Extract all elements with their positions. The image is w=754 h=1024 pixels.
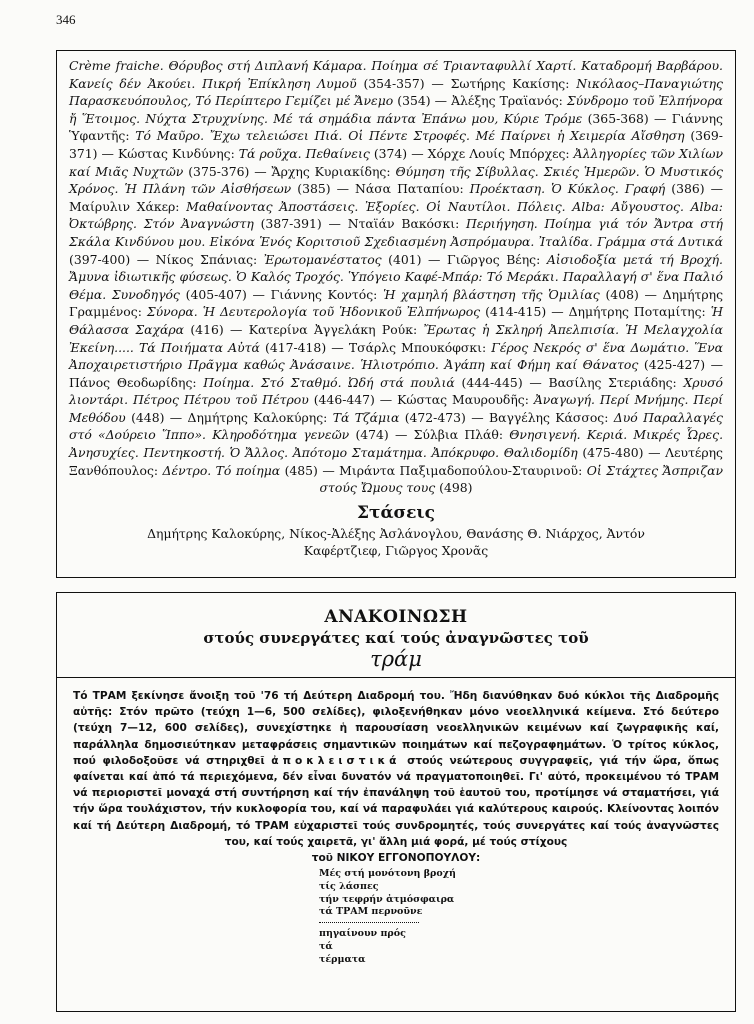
author-entry: (444-445) — Βασίλης Στεριάδης: [454,374,684,390]
work-titles: Θύμηση τῆς Σίβυλλας. Σκιές Ἡμερῶν. Ὁ Μυστικός Χρόνος. Ἡ Πλάνη τῶν Αἰσθήσεων [69,163,723,197]
author-entry: (414-415) — Δημήτρης Ποταμίτης: [480,304,711,320]
author-entry: (375-376) — Ἄρχης Κυριακίδης: [183,163,396,179]
author-entry: (408) — Δημήτρης Γραμμένος: [69,286,724,320]
work-titles: Ἀλληγορίες τῶν Χιλίων καί Μιᾶς Νυχτῶν [69,145,723,179]
poem [319,868,719,967]
author-entry: (387-391) — Νταϊάν Βακόσκι: [253,216,467,232]
poem-line: τήν τεφρήν ἀτμόσφαιρα [319,893,455,905]
author-entry: (498) [435,480,473,496]
poem-line: τά [319,941,333,953]
author-entry: (401) — Γιῶργος Βέης: [381,251,547,267]
poem-stanza-2 [319,928,719,966]
work-titles: Ἀναγωγή. Περί Μνήμης. Περί Μεθόδου [69,392,723,425]
work-titles: Αἰσιοδοξία μετά τή Βροχή. Ἄμυνα ἰδιωτικῆς φύσεως. Ὁ Καλός Τροχός. Ὑπόγειο Καφέ-Μπάρ: Τό Μεράκι. Παραλλαγή σ' ἕνα Παλιό Θέμα. Συνοδηγός [69,251,723,302]
author-entry: (474) — Σύλβια Πλάθ: [349,427,510,443]
poet-line: τοῦ ΝΙΚΟΥ ΕΓΓΟΝΟΠΟΥΛΟΥ: [311,852,481,865]
work-titles: Μαθαίνοντας Ἀποστάσεις. Ἐξορίες. Οἱ Ναυτίλοι. Πόλεις. Alba: Αὔγουστος. Alba: Ὀκτώβρης. Στόν Ἀναγνώστη [69,198,723,232]
work-titles: Δυό Παραλλαγές στό «Δούρειο Ἵππο». Κληροδότημα γενεῶν [69,409,723,443]
poem-stanza-1 [319,868,719,919]
work-titles: Ἔρωτας ἡ Σκληρή Ἀπελπισία. Ἡ Μελαγχολία Ἐκείνη..... Τά Ποιήματα Αὐτά [69,321,723,355]
author-entry: (385) — Νάσα Παταπίου: [291,181,470,197]
author-entry: (425-427) — Πάνος Θεοδωρίδης: [69,357,723,390]
notice-body-spaced-word: ἀποκλειστικά [271,754,401,767]
work-titles: Προέκταση. Ὁ Κύκλος. Γραφή [469,181,666,197]
contents-box [56,50,736,578]
work-titles: Τά ροῦχα. Πεθαίνεις [238,145,370,161]
poem-line: Μές στή μονότονη βροχή [319,868,456,880]
notice-subtitle: στούς συνεργάτες καί τούς ἀναγνῶστες τοῦ [203,629,589,647]
work-titles: Τά Τζάμια [332,409,400,425]
author-entry: (354-357) — Σωτήρης Κακίσης: [356,75,577,91]
author-entry: (417-418) — Τσάρλς Μπουκόφσκι: [259,339,492,355]
notice-box [56,592,736,1012]
poem-line: τίς λάσπες [319,880,379,892]
poem-line: τέρματα [319,953,366,965]
contents-list [69,57,723,497]
work-titles: Ἡ Θάλασσα Σαχάρα [69,304,723,337]
author-entry: (485) — Μιράντα Παξιμαδοπούλου-Σταυρινοῦ: [280,462,587,478]
poem-separator [319,922,419,923]
author-entry: (448) — Δημήτρης Καλοκύρης: [125,409,333,425]
author-entry: (386) — Μαίρυλιν Χάκερ: [69,181,723,214]
work-titles: Τό Μαῦρο. Ἔχω τελειώσει Πιά. Οἱ Πέντε Στροφές. Μέ Παίρνει ἡ Χειμερία Αἴσθηση [135,128,685,144]
notice-body [73,688,719,850]
work-titles: Γέρος Νεκρός σ' ἕνα Δωμάτιο. Ἕνα Ἀποχαιρετιστήριο Πρᾶγμα καθώς Ἀνάσαινε. Ἡλιοτρόπιο. Ἀγάπη καί Φήμη καί Θάνατος [69,339,724,373]
author-entry: (472-473) — Βαγγέλης Κάσσος: [399,409,614,425]
notice-title: ΑΝΑΚΟΙΝΩΣΗ [324,607,468,627]
work-titles: Ἐρωτομανέστατος [263,251,382,267]
work-titles: Ποίημα. Στό Σταθμό. Ὠδή στά πουλιά [203,374,455,390]
author-entry: (365-368) — Γιάννης Ὑφαντῆς: [69,110,724,144]
notice-body-part-2: στούς νεώτερους συγγραφεῖς, γιά τήν ὥρα, ὅπως φαίνεται καί ἀπό τά περιεχόμενα, δέν εἶναι δυνατόν νά πραγματοποιηθεῖ. Γι' αὐτό, προκειμένου τό ΤΡΑΜ νά περιοριστεῖ μοναχά στή συντήρηση καί τήν ἐπανάληψη τοῦ ἑαυτοῦ του, προτίμησε νά σταματήσει, γιά τήν ὥρα τουλάχιστον, τήν κυκλοφορία του, καί νά παραφυλάει γιά καλύτερους καιρούς. Κλείνοντας λοιπόν καί τή Δεύτερη Διαδρομή, τό ΤΡΑΜ εὐχαριστεῖ τούς συνδρομητές, τούς συνεργάτες καί τούς ἀναγνῶστες του, καί τούς χαιρετᾶ, γι' ἄλλη μιά φορά, μέ τούς στίχους [73,754,720,848]
magazine-name: τράμ [370,647,422,671]
poem-line: τά ΤΡΑΜ περνοῦνε [319,906,423,918]
author-entry: (405-407) — Γιάννης Κοντός: [179,286,384,302]
work-titles: Περιήγηση. Ποίημα γιά τόν Ἄντρα στή Σκάλα Κινδύνου μου. Εἰκόνα Ἑνός Κοριτσιοῦ Σχεδιασμένη Ἀσπρόμαυρα. Ἰταλίδα. Γράμμα στά Δυτικά [69,216,723,249]
work-titles: Ἡ χαμηλή βλάστηση τῆς Ὁμιλίας [383,286,600,302]
author-entry: (374) — Χόρχε Λουίς Μπόρχες: [369,145,574,161]
work-titles: Σύνορα. Ἡ Δευτερολογία τοῦ Ἡδονικοῦ Ἐλπήνωρος [146,304,481,320]
work-titles: Σύνδρομο τοῦ Ἐλπήνορα ἤ Ἕτοιμος. Νύχτα Στρυχνίνης. Μέ τά σημάδια πάντα Ἐπάνω μου, Κύριε Τρόμε [69,93,724,126]
work-titles: Χρυσό λιοντάρι. Πέτρος Πέτρου τοῦ Πέτρου [69,374,723,408]
author-entry: (369-371) — Κώστας Κινδύνης: [69,128,723,161]
author-entry: (446-447) — Κώστας Μαυρουδῆς: [308,392,534,408]
work-titles: Δέντρο. Τό ποίημα [162,462,281,478]
work-titles: Οἱ Στάχτες Ἄσπριζαν στούς Ὤμους τους [319,462,724,496]
author-entry: (397-400) — Νίκος Σπάνιας: [69,251,264,267]
author-entry: (416) — Κατερίνα Ἀγγελάκη Ρούκ: [184,321,424,337]
work-titles: Crème fraiche. Θόρυβος στή Διπλανή Κάμαρα. Ποίημα σέ Τριανταφυλλί Χαρτί. Καταδρομή Βαρβάρου. Κανείς δέν Ἀκούει. Πικρή Ἐπίκληση Λυμοῦ [69,58,723,91]
work-titles: Νικόλαος–Παναγιώτης Παρασκευόπουλος, Τό Περίπτερο Γεμίζει μέ Ἄνεμο [69,75,723,109]
stasis-heading: Στάσεις [357,502,435,523]
divider [57,677,735,678]
stasis-names: Δημήτρης Καλοκύρης, Νίκος-Ἀλέξης Ἀσλάνογλου, Θανάσης Θ. Νιάρχος, Ἀντόν Καφέρτζιεφ, Γιῶργος Χρονᾶς [147,525,645,558]
author-entry: (475-480) — Λευτέρης Ξανθόπουλος: [69,445,723,478]
author-entry: (354) — Ἀλέξης Τραϊανός: [393,93,567,109]
page-number: 346 [56,12,76,27]
work-titles: Θνησιγενή. Κεριά. Μικρές Ὧρες. Ἀνησυχίες. Πεντηκοστή. Ὁ Ἄλλος. Ἀπότομο Σταμάτημα. Ἀπόκρυφο. Θαλιδομίδη [69,427,724,461]
notice-body-part-1: Τό ΤΡΑΜ ξεκίνησε ἄνοιξη τοῦ '76 τή Δεύτερη Διαδρομή του. Ἤδη διανύθηκαν δυό κύκλοι τῆς Διαδρομῆς αὐτῆς: Στόν πρῶτο (τεύχη 1—6, 500 σελίδες), φιλοξενήθηκαν μόνο νεοελληνικά κείμενα. Στό δεύτερο (τεύχη 7—12, 600 σελίδες), συνεχίστηκε ἡ παρουσίαση νεοελληνικῶν κειμένων καί ζωγραφικῆς καί, παράλληλα δημοσιεύτηκαν μεταφράσεις σημαντικῶν ποιημάτων καί πεζογραφημάτων. Ὁ τρίτος κύκλος, πού φιλοδοξοῦσε νά στηριχθεῖ [73,690,719,767]
poem-line: πηγαίνουν πρός [319,928,406,940]
